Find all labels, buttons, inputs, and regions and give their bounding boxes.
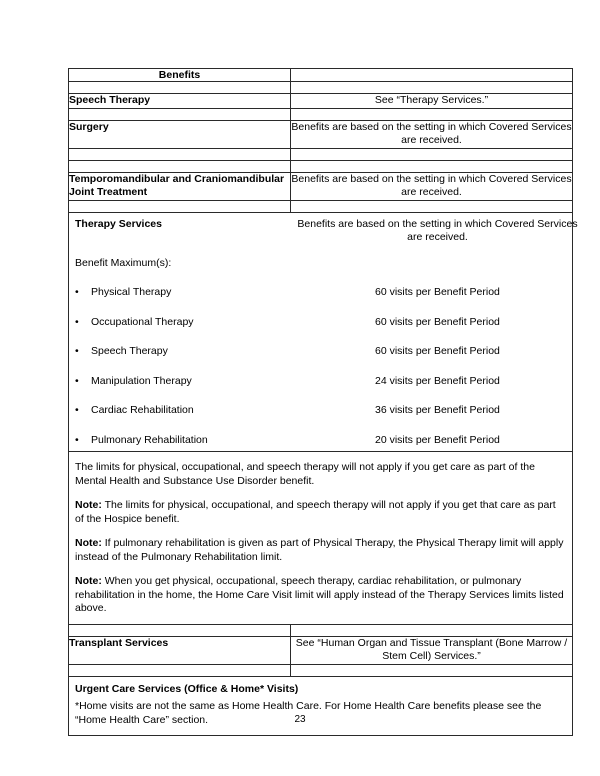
table-header-row [69, 69, 573, 82]
row-value-therapy-services: Benefits are based on the setting in which Covered Services are received. [297, 217, 578, 243]
list-item [69, 375, 572, 389]
list-item-value: 60 visits per Benefit Period [375, 286, 500, 298]
note-text: The limits for physical, occupational, and speech therapy will not apply if you get care as part of the Mental Health and Substance Use Disorder benefit. [75, 461, 535, 487]
therapy-services-cell [69, 212, 578, 452]
therapy-notes-cell [69, 452, 573, 625]
list-item [69, 345, 572, 359]
spacer-row [69, 200, 573, 212]
note-prefix: Note: [75, 499, 102, 511]
list-item-label: Speech Therapy [91, 345, 168, 357]
list-item [69, 434, 572, 448]
note-paragraph [75, 537, 566, 564]
list-item-value: 60 visits per Benefit Period [375, 315, 500, 328]
row-value-transplant-services: See “Human Organ and Tissue Transplant (Bone Marrow / Stem Cell) Services.” [291, 636, 573, 664]
note-text: When you get physical, occupational, speech therapy, cardiac rehabilitation, or pulmonary rehabilitation in the home, the Home Care Visit limit will apply instead of the Therapy Services limits listed above. [75, 575, 564, 614]
spacer-cell-right [291, 624, 573, 636]
bullet-icon: • [75, 345, 79, 357]
spacer-cell-left [69, 108, 291, 120]
spacer-cell-right [291, 200, 573, 212]
urgent-care-cell [69, 676, 573, 736]
row-label-urgent-care: Urgent Care Services (Office & Home* Visits) [75, 682, 299, 695]
list-item-value: 24 visits per Benefit Period [375, 374, 500, 387]
note-paragraph [75, 461, 566, 488]
spacer-cell-right [291, 148, 573, 160]
note-paragraph [75, 575, 566, 616]
row-label-speech-therapy: Speech Therapy [69, 94, 291, 109]
row-label-therapy-services: Therapy Services [75, 217, 162, 230]
row-label-tmj: Temporomandibular and Craniomandibular Joint Treatment [69, 172, 291, 200]
row-value-tmj: Benefits are based on the setting in which Covered Services are received. [291, 172, 572, 198]
bullet-icon: • [75, 286, 79, 298]
note-prefix: Note: [75, 575, 102, 587]
list-item-value: 36 visits per Benefit Period [375, 404, 500, 416]
spacer-row [69, 148, 573, 160]
list-item-label: Physical Therapy [91, 286, 172, 298]
table-header-spacer [291, 69, 573, 82]
bullet-icon: • [75, 315, 79, 328]
spacer-cell-left [69, 200, 291, 212]
table-row [69, 94, 573, 109]
spacer-cell-left [69, 160, 291, 172]
list-item-label: Occupational Therapy [91, 315, 194, 328]
note-paragraph [75, 499, 566, 526]
note-text: The limits for physical, occupational, and speech therapy will not apply if you get that care as part of the Hospice benefit. [75, 499, 556, 525]
list-item-value: 20 visits per Benefit Period [375, 433, 500, 446]
table-row-therapy-services [69, 212, 573, 452]
benefit-maximum-heading: Benefit Maximum(s): [75, 256, 172, 269]
list-item-label: Pulmonary Rehabilitation [91, 433, 208, 446]
note-prefix: Note: [75, 537, 102, 549]
therapy-limits-list [69, 280, 572, 447]
bullet-icon: • [75, 433, 79, 446]
spacer-cell-right [291, 108, 573, 120]
spacer-row [69, 160, 573, 172]
therapy-notes-list [69, 452, 572, 624]
table-row-urgent-care [69, 676, 573, 736]
spacer-row [69, 82, 573, 94]
spacer-cell-left [69, 82, 291, 94]
list-item [69, 286, 572, 300]
therapy-services-heading-row [69, 213, 584, 245]
benefits-table [68, 68, 578, 736]
spacer-row [69, 108, 573, 120]
table-header-benefits: Benefits [69, 69, 291, 82]
list-item-label: Manipulation Therapy [91, 374, 192, 387]
urgent-care-footnote: *Home visits are not the same as Home Health Care. For Home Health Care benefits please see the “Home Health Care” section. [75, 700, 542, 726]
spacer-cell-left [69, 148, 291, 160]
list-item [69, 316, 572, 330]
bullet-icon: • [75, 374, 79, 387]
table-row-therapy-notes [69, 452, 573, 625]
spacer-row [69, 624, 573, 636]
table-row [69, 120, 573, 148]
spacer-row [69, 664, 573, 676]
bullet-icon: • [75, 404, 79, 416]
spacer-cell-right [291, 664, 573, 676]
spacer-cell-right [291, 160, 573, 172]
table-row [69, 636, 573, 664]
page-number: 23 [294, 714, 306, 725]
spacer-cell-left [69, 624, 291, 636]
spacer-cell-left [69, 664, 291, 676]
row-label-transplant-services: Transplant Services [69, 636, 291, 664]
list-item-value: 60 visits per Benefit Period [375, 345, 500, 357]
note-text: If pulmonary rehabilitation is given as part of Physical Therapy, the Physical Therapy limit will apply instead of the Pulmonary Rehabilitation limit. [75, 537, 564, 563]
table-row [69, 172, 573, 200]
spacer-cell-right [291, 82, 573, 94]
row-value-speech-therapy: See “Therapy Services.” [291, 94, 573, 109]
row-value-surgery: Benefits are based on the setting in which Covered Services are received. [291, 120, 572, 146]
list-item-label: Cardiac Rehabilitation [91, 404, 194, 416]
row-label-surgery: Surgery [69, 120, 291, 148]
list-item [69, 404, 572, 418]
